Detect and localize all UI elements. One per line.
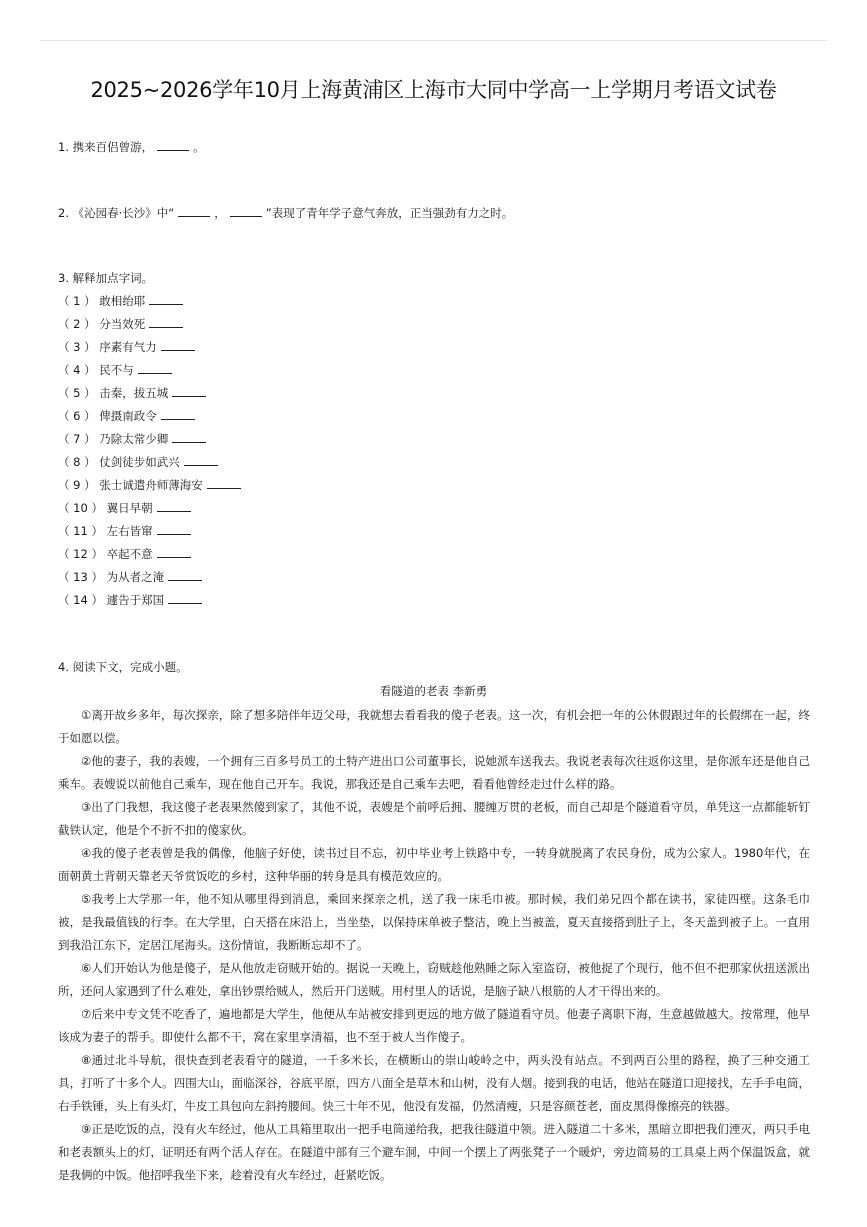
article-body — [58, 704, 810, 1187]
page-title: 2025~2026学年10月上海黄浦区上海市大同中学高一上学期月考语文试卷 — [90, 78, 777, 102]
sub-item-text: 乃除太常少卿 — [99, 432, 169, 446]
sub-item-text: 为从者之淹 — [106, 570, 165, 584]
sub-item-text: 民不与 — [99, 363, 134, 377]
article-paragraph: ⑤我考上大学那一年，他不知从哪里得到消息，乘回来探亲之机，送了我一床毛巾被。那时候，我们弟兄四个都在读书，家徒四壁。这条毛巾被，是我最值钱的行李。在大学里，白天搭在床沿上，当坐垫，以保持床单被子整洁，晚上当被盖，夏天直接搭到肚子上，冬天盖到被子上。一直用到我沿江东下，定居江尾海头。这份情谊，我断断忘却不了。 — [58, 892, 810, 952]
answer-blank — [161, 409, 195, 420]
answer-blank — [168, 593, 202, 604]
answer-blank — [230, 206, 262, 217]
sub-item — [58, 431, 210, 447]
answer-blank — [178, 206, 210, 217]
sub-item-number: （ 14 ） — [58, 593, 107, 607]
article-paragraph: ②他的妻子，我的表嫂，一个拥有三百多号员工的土特产进出口公司董事长，说她派车送我去。我说老表每次往返你这里，是你派车还是他自己乘车。表嫂说以前他自己乘车，现在他自己开车。我说，那我还是自己乘车去吧，看看他曾经走过什么样的路。 — [58, 754, 810, 791]
sub-item-text: 敢相绐耶 — [99, 294, 146, 308]
question-2 — [58, 205, 513, 221]
answer-blank — [157, 140, 189, 151]
sub-item — [58, 362, 176, 378]
sub-item-text: 张士诚遣舟师薄海安 — [99, 478, 203, 492]
question-1-end: 。 — [193, 140, 205, 154]
sub-item-number: （ 2 ） — [58, 317, 100, 331]
sub-item — [58, 385, 210, 401]
sub-item-number: （ 7 ） — [58, 432, 100, 446]
answer-blank — [172, 432, 206, 443]
answer-blank — [149, 294, 183, 305]
article-title: 看隧道的老表 李新勇 — [379, 684, 488, 698]
sub-item-number: （ 6 ） — [58, 409, 100, 423]
sub-item — [58, 523, 195, 539]
article-paragraph: ⑧通过北斗导航，很快查到老表看守的隧道，一千多米长，在横断山的崇山峻岭之中，两头没有站点。不到两百公里的路程，换了三种交通工具，打听了十多个人。四围大山，面临深谷，谷底平原，四方八面全是草木和山树，没有人烟。接到我的电话，他站在隧道口迎接找，左手手电筒，右手铁锤，头上有头灯，牛皮工具包向左斜挎腰间。快三十年不见，他没有发福，仍然清瘦，只是容颜苍老，面皮黑得像擦亮的铁器。 — [58, 1053, 810, 1113]
article-paragraph: ⑦后来中专文凭不吃香了，遍地都是大学生，他便从车站被安排到更远的地方做了隧道看守员。他妻子离职下海，生意越做越大。按常理，他早该成为妻子的帮手。即使什么都不干，窝在家里享清福，也不至于被人当作傻子。 — [58, 1007, 810, 1044]
question-2-end: ”表现了青年学子意气奔放，正当强劲有力之时。 — [265, 206, 514, 220]
answer-blank — [172, 386, 206, 397]
sub-item-number: （ 8 ） — [58, 455, 100, 469]
answer-blank — [138, 363, 172, 374]
article-paragraph: ⑨正是吃饭的点，没有火车经过，他从工具箱里取出一把手电筒递给我，把我往隧道中领。进入隧道二十多米，黑暗立即把我们湮灭，两只手电和老表额头上的灯，证明还有两个活人存在。在隧道中部有三个避车洞，中间一个摆上了两张凳子一个暖炉，旁边简易的工具桌上两个保温饭盒，就是我俩的中饭。他招呼我坐下来，趁着没有火车经过，赶紧吃饭。 — [58, 1122, 810, 1182]
answer-blank — [161, 340, 195, 351]
sub-item-number: （ 13 ） — [58, 570, 107, 584]
sub-item-text: 左右皆窜 — [106, 524, 153, 538]
sub-item — [58, 592, 206, 608]
answer-blank — [157, 501, 191, 512]
sub-item-text: 卒起不意 — [106, 547, 153, 561]
top-divider — [40, 40, 827, 41]
sub-item-text: 遽告于郑国 — [106, 593, 165, 607]
sub-item-text: 仗剑徒步如武兴 — [99, 455, 180, 469]
answer-blank — [184, 455, 218, 466]
article-paragraph: ④我的傻子老表曾是我的偶像，他脑子好使，读书过目不忘，初中毕业考上铁路中专，一转身就脱离了农民身份，成为公家人。1980年代，在面朝黄土背朝天靠老天爷赏饭吃的乡村，这种华丽的转身是具有模范效应的。 — [58, 846, 810, 883]
sub-item-number: （ 5 ） — [58, 386, 100, 400]
question-2-text: 2. 《沁园春·长沙》中“ — [58, 206, 175, 220]
sub-item-number: （ 12 ） — [58, 547, 107, 561]
sub-item — [58, 454, 222, 470]
sub-item-text: 分当效死 — [99, 317, 146, 331]
question-2-separator: ， — [214, 206, 226, 220]
sub-item-number: （ 1 ） — [58, 294, 100, 308]
answer-blank — [157, 524, 191, 535]
sub-item — [58, 500, 195, 516]
article-paragraph: ⑥人们开始认为他是傻子，是从他放走窃贼开始的。据说一天晚上，窃贼趁他熟睡之际入室盗窃，被他捉了个现行，他不但不把那家伙扭送派出所，还问人家遇到了什么难处，拿出钞票给贼人，然后开门送贼。用村里人的话说，是脑子缺八根筋的人才干得出来的。 — [58, 961, 810, 998]
sub-item-text: 翼日早朝 — [106, 501, 153, 515]
sub-item — [58, 339, 199, 355]
question-1 — [58, 139, 205, 155]
sub-item — [58, 408, 199, 424]
sub-item-number: （ 3 ） — [58, 340, 100, 354]
question-1-text: 1. 携来百侣曾游， — [58, 140, 154, 154]
sub-item — [58, 477, 245, 493]
answer-blank — [207, 478, 241, 489]
answer-blank — [157, 547, 191, 558]
article-paragraph: ①离开故乡多年，每次探亲，除了想多陪伴年迈父母，我就想去看看我的傻子老表。这一次，有机会把一年的公休假跟过年的长假绑在一起，终于如愿以偿。 — [58, 708, 810, 745]
sub-item — [58, 569, 206, 585]
sub-item-text: 击秦，拔五城 — [99, 386, 169, 400]
article-paragraph: ③出了门我想，我这傻子老表果然傻到家了，其他不说，表嫂是个前呼后拥、腰缠万贯的老板，而自己却是个隧道看守员，单凭这一点都能斩钉截铁认定，他是个不折不扣的傻家伙。 — [58, 800, 810, 837]
sub-item-text: 序素有气力 — [99, 340, 157, 354]
sub-item-text: 俾摄南政令 — [99, 409, 157, 423]
sub-item — [58, 546, 195, 562]
question-4-intro: 4. 阅读下文，完成小题。 — [58, 660, 188, 674]
sub-item-number: （ 11 ） — [58, 524, 107, 538]
sub-item — [58, 293, 187, 309]
sub-item-number: （ 9 ） — [58, 478, 100, 492]
question-3-intro: 3. 解释加点字词。 — [58, 271, 154, 285]
sub-item-number: （ 4 ） — [58, 363, 100, 377]
answer-blank — [149, 317, 183, 328]
answer-blank — [168, 570, 202, 581]
sub-item — [58, 316, 187, 332]
sub-item-number: （ 10 ） — [58, 501, 107, 515]
